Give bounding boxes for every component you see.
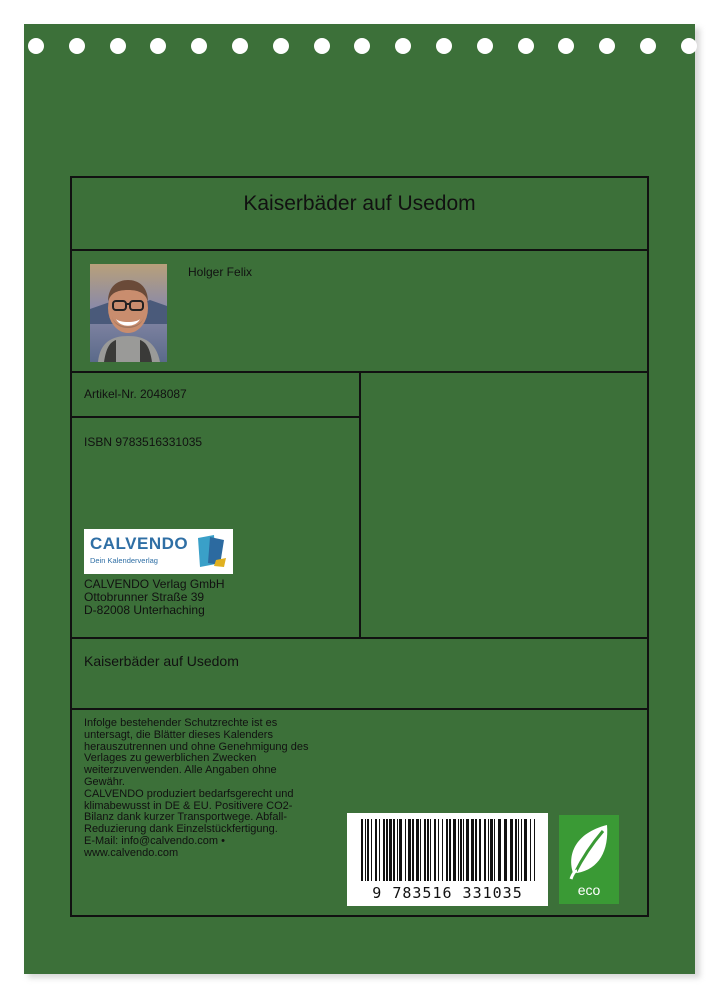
eco-label: eco [577,882,601,898]
barcode-bar [518,819,519,881]
eco-badge [559,815,619,904]
author-photo [90,264,167,362]
barcode-bar [471,819,474,881]
barcode-bar [383,819,385,881]
leaf-icon [559,815,619,883]
barcode-bar [434,819,436,881]
binding-hole [558,38,574,54]
barcode-bar [408,819,411,881]
barcode-bar [534,819,535,881]
barcode-bar [397,819,398,881]
legal-line: Bilanz dank kurzer Transportwege. Abfall- [84,811,287,824]
barcode-digits: 9 783516 331035 [372,884,523,902]
barcode-bar [521,819,522,881]
barcode-bar [484,819,486,881]
legal-line: klimabewusst in DE & EU. Positivere CO2- [84,799,293,812]
barcode-bar [460,819,462,881]
barcode-bar [393,819,395,881]
barcode-bars [347,813,548,887]
legal-line: Reduzierung dank Einzelstückfertigung. [84,823,278,836]
legal-line: Verlages zu gewerblichen Zwecken [84,752,257,765]
title-section [70,176,649,251]
legal-line: Gewähr. [84,775,125,788]
legal-line: herauszutrennen und ohne Genehmigung des [84,740,309,753]
barcode-bar [427,819,429,881]
binding-hole [110,38,126,54]
blank-panel [359,371,649,639]
barcode-bar [458,819,459,881]
barcode-bar [416,819,419,881]
publisher-address [84,578,225,617]
barcode-bar [399,819,402,881]
binding-hole [191,38,207,54]
calendar-back-cover [24,24,695,974]
binding-hole [518,38,534,54]
binding-hole [436,38,452,54]
subtitle-section [70,637,649,710]
barcode-bar [424,819,426,881]
binding-hole [28,38,44,54]
binding-hole [477,38,493,54]
binding-hole [273,38,289,54]
legal-section [70,708,649,917]
barcode-bar [405,819,406,881]
barcode-bar [412,819,414,881]
barcode-bar [466,819,469,881]
isbn-barcode [347,813,548,906]
legal-line: Infolge bestehender Schutzrechte ist es [84,717,278,729]
calendar-subtitle: Kaiserbäder auf Usedom [84,653,239,669]
barcode-bar [446,819,448,881]
legal-line: www.calvendo.com [84,846,179,859]
barcode-bar [475,819,477,881]
binding-hole [354,38,370,54]
author-name: Holger Felix [188,265,253,279]
binding-hole [314,38,330,54]
binding-hole [640,38,656,54]
binding-hole [599,38,615,54]
calendar-page-icon [196,534,228,568]
barcode-bar [530,819,531,881]
binding-hole [395,38,411,54]
barcode-bar [488,819,489,881]
article-number-section [70,371,361,418]
barcode-bar [453,819,456,881]
binding-hole [232,38,248,54]
address-line: D-82008 Unterhaching [84,603,205,617]
barcode-bar [438,819,439,881]
binding-hole [69,38,85,54]
barcode-bar [442,819,443,881]
barcode-bar [367,819,369,881]
barcode-bar [389,819,392,881]
barcode-bar [515,819,517,881]
binding-hole [681,38,697,54]
address-line: CALVENDO Verlag GmbH [84,577,225,591]
article-number: Artikel-Nr. 2048087 [84,387,187,401]
barcode-bar [510,819,513,881]
barcode-bar [420,819,421,881]
logo-wordmark: CALVENDO [90,534,189,553]
calvendo-logo [84,529,233,574]
isbn-number: ISBN 9783516331035 [84,435,203,449]
barcode-bar [375,819,377,881]
legal-line: untersagt, die Blätter dieses Kalenders [84,728,273,741]
barcode-bar [524,819,527,881]
legal-line: E-Mail: info@calvendo.com • [84,834,225,847]
barcode-bar [490,819,493,881]
binding-hole [150,38,166,54]
calendar-title: Kaiserbäder auf Usedom [243,192,476,215]
barcode-bar [479,819,481,881]
address-line: Ottobrunner Straße 39 [84,590,205,604]
barcode-bar [430,819,431,881]
legal-line: weiterzuverwenden. Alle Angaben ohne [84,764,277,777]
barcode-bar [379,819,380,881]
barcode-bar [386,819,388,881]
barcode-bar [498,819,501,881]
barcode-bar [361,819,363,881]
barcode-bar [449,819,451,881]
barcode-bar [504,819,507,881]
barcode-bar [494,819,495,881]
author-section [70,249,649,373]
barcode-bar [365,819,366,881]
legal-line: CALVENDO produziert bedarfsgerecht und [84,787,294,800]
logo-tagline: Dein Kalenderverlag [90,556,158,565]
spiral-binding-holes [24,38,695,58]
isbn-section [70,416,361,639]
barcode-bar [463,819,464,881]
barcode-bar [371,819,372,881]
legal-notice [84,718,349,860]
